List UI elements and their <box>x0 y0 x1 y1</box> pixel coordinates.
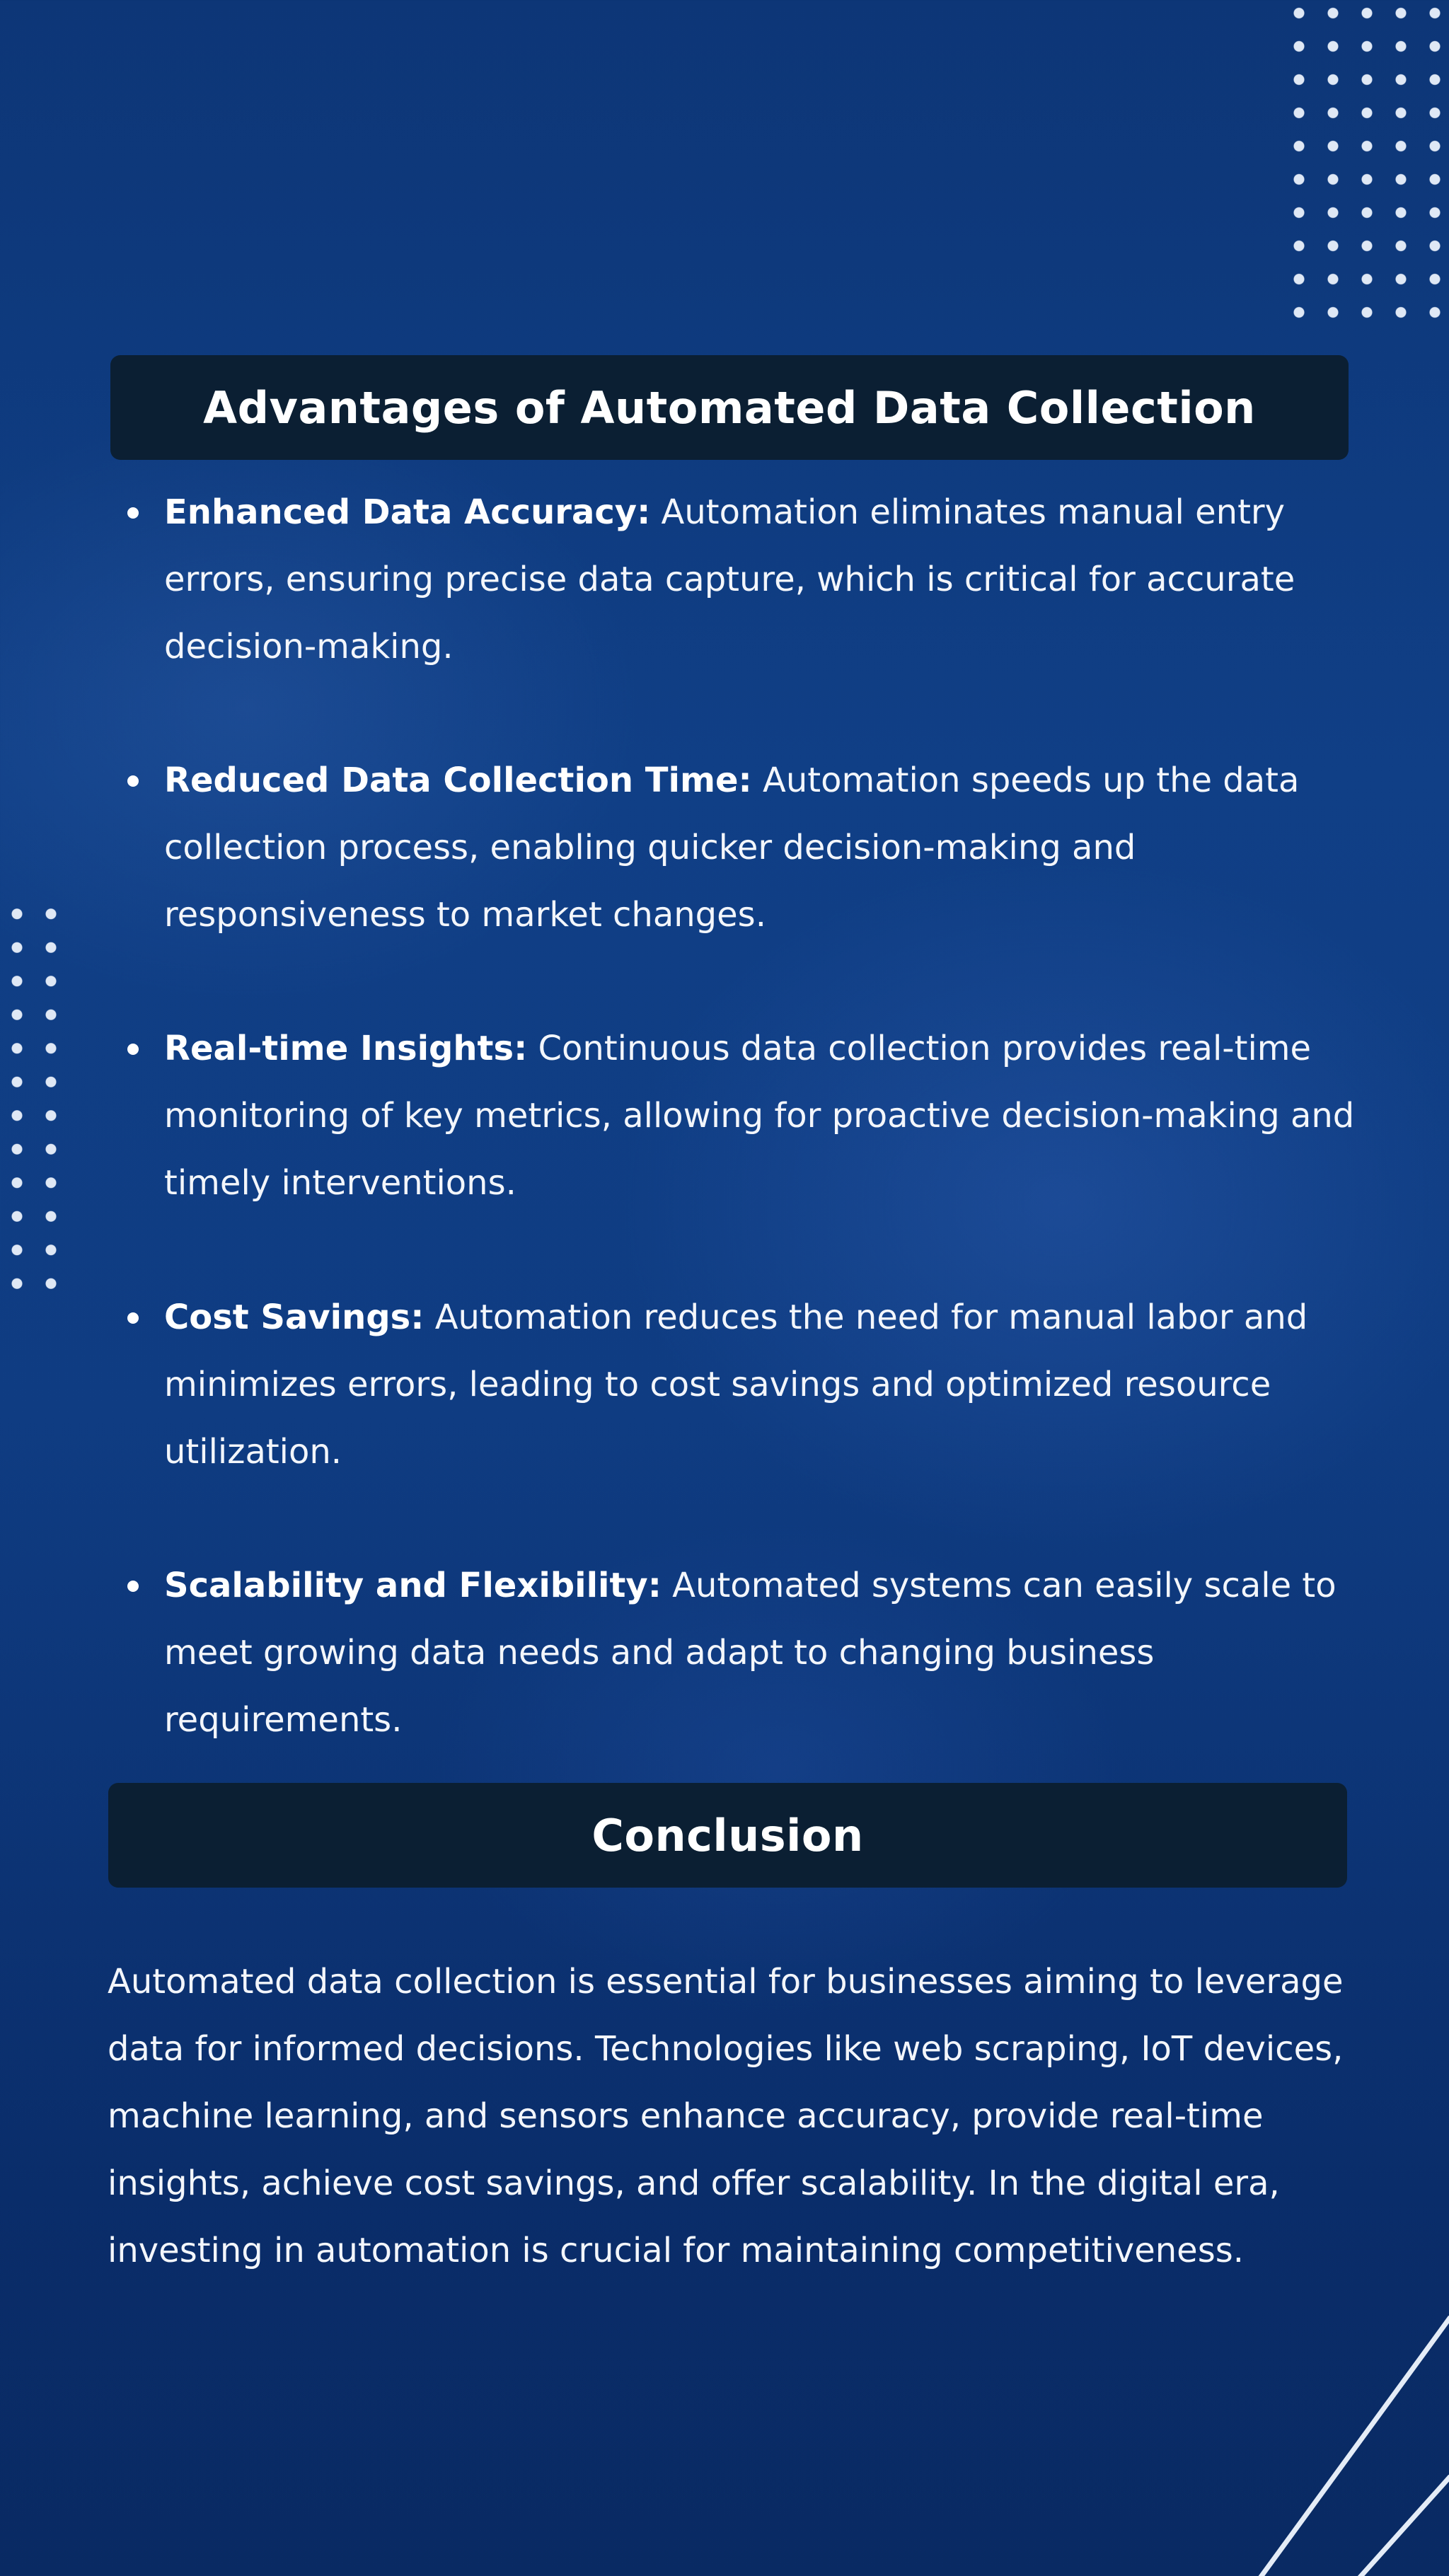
advantage-text: Automation speeds up the data collection process, enabling quicker decision-making and responsiveness to market changes. <box>164 761 1300 935</box>
advantage-item <box>164 1015 1367 1217</box>
bullet-icon <box>127 1284 139 1351</box>
advantage-term: Reduced Data Collection Time: <box>164 761 752 800</box>
advantage-item <box>164 1552 1367 1754</box>
diagonal-lines-decoration <box>1245 2299 1449 2576</box>
advantage-text: Automation eliminates manual entry errors, ensuring precise data capture, which is critical for accurate decision-making. <box>164 492 1295 666</box>
conclusion-title: Conclusion <box>591 1809 864 1861</box>
conclusion-paragraph: Automated data collection is essential for businesses aiming to leverage data for informed decisions. Technologies like web scraping, IoT devices, machine learning, and sensors enhance accuracy, provide real-time insights, achieve cost savings, and offer scalability. In the digital era, investing in automation is crucial for maintaining competitiveness. <box>108 1962 1344 2270</box>
dot-pattern-top-right <box>1282 0 1449 333</box>
dot-pattern-left <box>0 895 68 1298</box>
bullet-icon <box>127 1015 139 1082</box>
bullet-icon <box>127 1552 139 1619</box>
advantage-text: Automation reduces the need for manual labor and minimizes errors, leading to cost savings and optimized resource utilization. <box>164 1298 1308 1472</box>
advantage-term: Scalability and Flexibility: <box>164 1566 662 1605</box>
advantage-item <box>164 747 1367 949</box>
advantage-item <box>164 479 1367 681</box>
advantage-text: Automated systems can easily scale to meet growing data needs and adapt to changing business requirements. <box>164 1566 1337 1740</box>
diagonal-line <box>1358 2476 1449 2576</box>
advantage-term: Enhanced Data Accuracy: <box>164 492 651 532</box>
conclusion-heading-bar <box>108 1783 1347 1888</box>
advantage-item <box>164 1284 1367 1486</box>
bullet-icon <box>127 747 139 814</box>
advantage-term: Real-time Insights: <box>164 1029 528 1068</box>
advantage-term: Cost Savings: <box>164 1298 425 1337</box>
advantages-title: Advantages of Automated Data Collection <box>203 381 1256 434</box>
advantages-heading-bar <box>110 355 1349 460</box>
advantage-text: Continuous data collection provides real-time monitoring of key metrics, allowing for proactive decision-making and timely interventions. <box>164 1029 1355 1203</box>
bullet-icon <box>127 479 139 546</box>
diagonal-line <box>1259 2317 1449 2576</box>
